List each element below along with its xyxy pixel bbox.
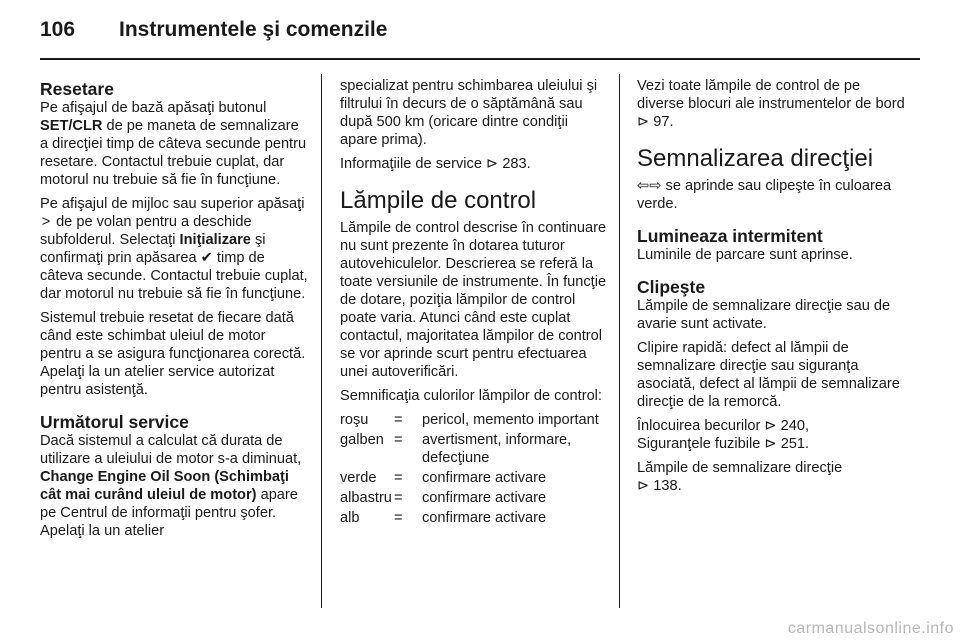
initializare-label: Iniţializare xyxy=(179,232,251,248)
column-1 xyxy=(40,80,310,546)
text: de pe volan pentru a deschide subfolderul. Selectaţi xyxy=(40,214,252,248)
turn-signal-heading: Semnalizarea direcţiei xyxy=(637,145,874,172)
blinking-paragraph-2: Clipire rapidă: defect al lămpii de semnalizare direcţie sau siguranţa asociată, defect al lămpii de semnalizare direcţie de la remorcă. xyxy=(637,340,900,410)
text: Pe afişajul de mijloc sau superior apăsaţi xyxy=(40,196,305,212)
color-meaning: confirmare activare xyxy=(422,490,547,506)
table-row xyxy=(340,469,608,489)
color-meaning: confirmare activare xyxy=(422,510,547,526)
column-3 xyxy=(637,77,907,501)
reset-heading: Resetare xyxy=(40,79,114,99)
steady-paragraph: Luminile de parcare sunt aprinse. xyxy=(637,247,853,263)
page-number: 106 xyxy=(40,18,76,41)
page-ref: 251. xyxy=(780,436,810,452)
see-all-lamps-reference xyxy=(637,77,907,131)
next-service-heading: Următorul service xyxy=(40,412,189,432)
column-divider-1 xyxy=(321,74,322,608)
page-ref-arrow-icon: ⊳ xyxy=(486,156,499,172)
bulbs-fuses-reference xyxy=(637,417,907,453)
colors-intro: Semnificaţia culorilor lămpilor de control: xyxy=(340,388,602,404)
text: Vezi toate lămpile de control de pe diverse blocuri ale instrumentelor de bord xyxy=(637,78,905,112)
turn-signal-icon: ⇦⇨ xyxy=(637,178,662,194)
text: Siguranţele fuzibile xyxy=(637,436,761,452)
table-row xyxy=(340,411,608,431)
page-ref: 138. xyxy=(653,478,682,494)
color-meaning: avertisment, informare, defecţiune xyxy=(422,432,572,466)
change-oil-message: Change Engine Oil Soon (Schimbaţi cât mai curând uleiul de motor) xyxy=(40,469,289,503)
color-meaning: confirmare activare xyxy=(422,470,547,486)
table-row xyxy=(340,431,608,469)
text: se aprinde sau clipeşte în culoarea verde. xyxy=(637,178,892,212)
checkmark-icon: ✔ xyxy=(200,250,213,266)
equals-sign: = xyxy=(394,490,403,506)
column-2 xyxy=(340,77,608,529)
text: Informaţiile de service xyxy=(340,156,482,172)
text: apare pe Centrul de informaţii pentru şofer. Apelaţi la un atelier xyxy=(40,487,298,539)
text: Dacă sistemul a calculat că durata de utilizare a uleiului de motor s-a diminuat, xyxy=(40,433,302,467)
steady-heading: Lumineaza intermitent xyxy=(637,226,823,246)
turn-lamps-reference xyxy=(637,459,907,495)
page-ref: 97. xyxy=(653,114,674,130)
blinking-heading: Clipeşte xyxy=(637,277,706,297)
turn-signal-paragraph xyxy=(637,177,907,213)
watermark: carmanualsonline.info xyxy=(787,620,954,637)
page-ref-arrow-icon: ⊳ xyxy=(764,436,777,452)
page-ref-arrow-icon: ⊳ xyxy=(637,478,650,494)
page-ref: 283. xyxy=(502,156,531,172)
page-title: Instrumentele şi comenzile xyxy=(119,18,388,41)
reset-paragraph-3: Sistemul trebuie resetat de fiecare dată când este schimbat uleiul de motor pentru a se asigura funcţionarea corectă. Apelaţi la un atelier service autorizat pentru asistenţă. xyxy=(40,310,306,398)
page-ref-arrow-icon: ⊳ xyxy=(764,418,777,434)
equals-sign: = xyxy=(394,470,403,486)
text: şi confirmaţi prin apăsarea xyxy=(40,232,266,266)
color-name: alb xyxy=(340,510,360,526)
column-divider-2 xyxy=(619,74,620,608)
color-name: galben xyxy=(340,432,384,448)
next-service-paragraph xyxy=(40,432,310,540)
text: Înlocuirea becurilor xyxy=(637,418,761,434)
set-clr-label: SET/CLR xyxy=(40,118,103,134)
service-info-reference xyxy=(340,155,608,173)
text: Lămpile de semnalizare direcţie xyxy=(637,460,843,476)
page-header xyxy=(40,18,920,48)
text: Pe afişajul de bază apăsaţi butonul xyxy=(40,100,267,116)
continued-paragraph: specializat pentru schimbarea uleiului şi filtrului în decurs de o săptămână sau după 500 km (oricare dintre condiţii apare prima). xyxy=(340,78,598,148)
color-name: roşu xyxy=(340,412,369,428)
text: timp de câteva secunde. Contactul trebuie cuplat, dar motorul nu trebuie să fie în funcţiune. xyxy=(40,250,308,302)
table-row xyxy=(340,489,608,509)
equals-sign: = xyxy=(394,510,403,526)
header-divider xyxy=(40,58,920,60)
reset-paragraph-1 xyxy=(40,99,310,189)
page-ref: 240, xyxy=(780,418,810,434)
color-name: verde xyxy=(340,470,377,486)
table-row xyxy=(340,509,608,529)
blinking-paragraph-1: Lămpile de semnalizare direcţie sau de avarie sunt activate. xyxy=(637,298,891,332)
color-meaning: pericol, memento important xyxy=(422,412,599,428)
chevron-right-icon: > xyxy=(41,214,51,230)
text: de pe maneta de semnalizare a direcţiei timp de câteva secunde pentru resetare. Contactul trebuie cuplat, dar motorul nu trebuie să fie în funcţiune. xyxy=(40,118,307,188)
control-lamps-paragraph: Lămpile de control descrise în continuare nu sunt prezente în dotarea tuturor autovehiculelor. Descrierea se referă la toate versiunile de instrumente. În funcţie de dotare, poziţia lămpilor de control poate varia. Atunci când este cuplat contactul, majoritatea lămpilor de control se vor aprinde scurt pentru efectuarea unei autoverificări. xyxy=(340,220,607,380)
reset-paragraph-2 xyxy=(40,195,310,303)
equals-sign: = xyxy=(394,432,403,448)
color-name: albastru xyxy=(340,490,392,506)
lamp-color-table xyxy=(340,411,608,529)
page-ref-arrow-icon: ⊳ xyxy=(637,114,650,130)
equals-sign: = xyxy=(394,412,403,428)
control-lamps-heading: Lămpile de control xyxy=(340,187,537,214)
